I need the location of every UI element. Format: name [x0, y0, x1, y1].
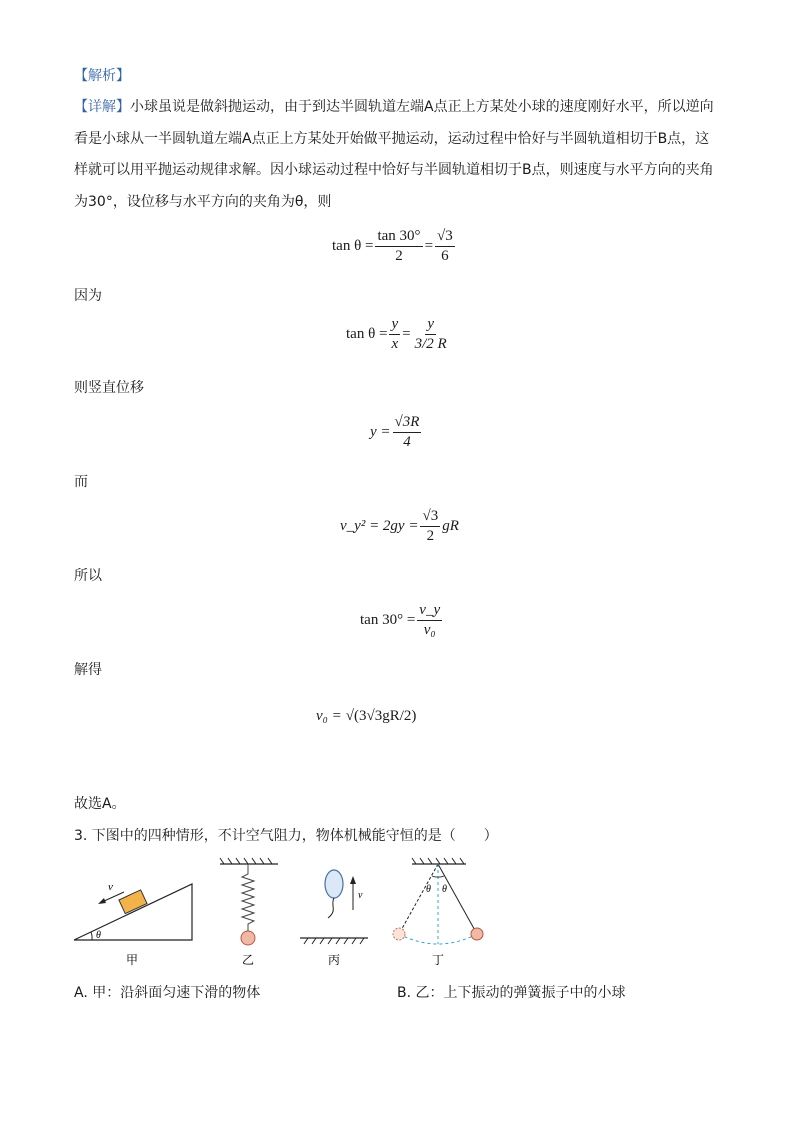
incline-diagram [74, 881, 192, 967]
question-3: 3. 下图中的四种情形，不计空气阻力，物体机械能守恒的是（ ） [74, 828, 498, 844]
equation-4: v_y² = 2gy = $\frac{√3}{2}$ gR [340, 508, 459, 544]
equation-1: tan θ = $\frac{\tan 30^\circ}{2}$ = $\frac{√3}{6}$ [332, 228, 453, 264]
text-because: 因为 [74, 288, 102, 304]
detail-line-3: 样就可以用平抛运动规律求解。因小球运动过程中恰好与半圆轨道相切于B点，则速度与水平方向的夹角 [74, 162, 714, 178]
option-a[interactable]: A. 甲：沿斜面匀速下滑的物体 [74, 985, 261, 1001]
detail-tag: 【详解】 [74, 99, 130, 115]
detail-line-4: 为30°，设位移与水平方向的夹角为θ，则 [74, 194, 332, 210]
figure-label-ding: 丁 [432, 953, 445, 967]
pendulum-diagram [393, 858, 483, 967]
option-b[interactable]: B. 乙：上下振动的弹簧振子中的小球 [397, 985, 626, 1001]
question-figure [66, 852, 506, 972]
detail-line-1: 【详解】小球虽说是做斜抛运动，由于到达半圆轨道左端A点正上方某处小球的速度刚好水平，所以逆向 [74, 99, 714, 115]
figure-label-jia: 甲 [126, 953, 139, 967]
equation-5: tan 30° = $\frac{v\_y}{\text{v₀}}$ [360, 602, 441, 638]
spring-diagram [220, 858, 278, 967]
pendulum-theta-left: θ [426, 884, 431, 895]
text-and: 而 [74, 474, 88, 490]
text-so: 所以 [74, 568, 102, 584]
figure-label-bing: 丙 [328, 953, 341, 967]
pendulum-theta-right: θ [442, 884, 447, 895]
figure-label-yi: 乙 [242, 953, 255, 967]
equation-6: v₀ = √(3√3gR/2) [316, 708, 417, 724]
text-choose: 故选A。 [74, 796, 126, 812]
detail-line-2: 看是小球从一半圆轨道左端A点正上方某处开始做平抛运动，运动过程中恰好与半圆轨道相切于B点，这 [74, 131, 710, 147]
theta-label: θ [96, 930, 101, 941]
balloon-velocity-label: v [358, 890, 363, 901]
equation-3: y = $\frac{√3R}{4}$ [370, 414, 420, 450]
equation-2: tan θ = $\frac{y}{x}$ = $\frac{y}{3/2 R}$ [346, 316, 447, 352]
balloon-diagram [300, 870, 368, 967]
text-solve: 解得 [74, 662, 102, 678]
analysis-title: 【解析】 [74, 68, 130, 84]
velocity-label: v [108, 881, 113, 893]
text-vertical-disp: 则竖直位移 [74, 380, 144, 396]
